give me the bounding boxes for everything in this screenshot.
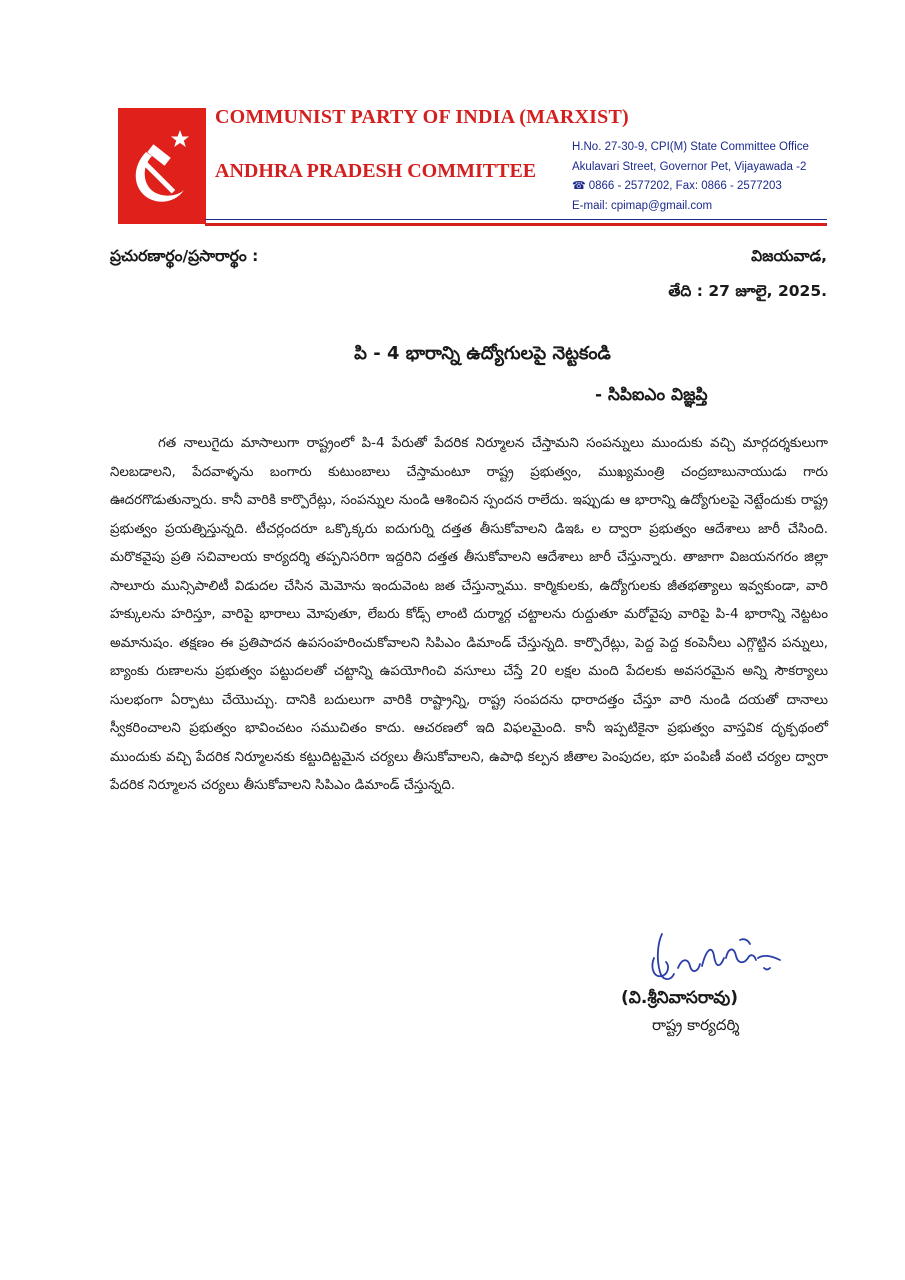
date: తేది : 27 జూలై, 2025. xyxy=(668,282,827,300)
handwritten-signature-icon xyxy=(640,928,800,990)
subheadline: - సిపిఐఎం విజ్ఞప్తి xyxy=(595,385,708,405)
header-rule-red xyxy=(205,223,827,226)
hammer-sickle-icon xyxy=(118,108,206,224)
email-line: E-mail: cpimap@gmail.com xyxy=(572,199,713,212)
signature xyxy=(640,928,800,990)
press-release-label: ప్రచురణార్థం/ప్రసారార్థం : xyxy=(110,247,259,265)
signer-title: రాష్ట్ర కార్యదర్శి xyxy=(652,1016,740,1034)
party-logo xyxy=(118,108,206,224)
body-paragraph: గత నాలుగైదు మాసాలుగా రాష్ట్రంలో పి-4 పేరుతో పేదరిక నిర్మూలన చేస్తామని సంపన్నులు ముందుకు వచ్చి మార్గదర్శకులుగా నిలబడాలని, పేదవాళ్ళను బంగారు కుటుంబాలు చేస్తామంటూ రాష్ట్ర ప్రభుత్వం, ముఖ్యమంత్రి చంద్రబాబునాయుడు గారు ఊదరగొడుతున్నారు. కానీ వారికి కార్పొరేట్లు, సంపన్నుల నుండి ఆశించిన స్పందన రాలేదు. ఇప్పుడు ఆ భారాన్ని ఉద్యోగులపై నెట్టేందుకు రాష్ట్ర ప్రభుత్వం ప్రయత్నిస్తున్నది. టీచర్లందరూ ఒక్కొక్కరు ఐదుగుర్ని దత్తత తీసుకోవాలని డిఇఓ ల ద్వారా ప్రభుత్వం ఆదేశాలు జారీ చేసింది. మరొకవైపు ప్రతి సచివాలయ కార్యదర్శి తప్పనిసరిగా ఇద్దరిని దత్తత తీసుకోవాలని ఆదేశాలు జారీ చేస్తున్నారు. తాజాగా విజయనగరం జిల్లా సాలూరు మున్సిపాలిటీ విడుదల చేసిన మెమోను ఇందువెంట జత చేస్తున్నాము. కార్మికులకు, ఉద్యోగులకు జీతభత్యాలు ఇవ్వకుండా, వారి హక్కులను హరిస్తూ, వారిపై భారాలు మోపుతూ, లేబరు కోడ్స్ లాంటి దుర్మార్గ చట్టాలను రుద్దుతూ మరోవైపు వారిపై పి-4 భారాన్ని నెట్టటం అమానుషం. తక్షణం ఈ ప్రతిపాదన ఉపసంహరించుకోవాలని సిపిఎం డిమాండ్ చేస్తున్నది. కార్పొరేట్లు, పెద్ద పెద్ద కంపెనీలు ఎగ్గొట్టిన పన్నులు, బ్యాంకు రుణాలను ప్రభుత్వం పట్టుదలతో చట్టాన్ని ఉపయోగించి వసూలు చేస్తే 20 లక్షల మంది పేదలకు అవసరమైన అన్ని సౌకర్యాలు సులభంగా ఏర్పాటు చేయొచ్చు. దానికి బదులుగా వారికి రాష్ట్రాన్ని, రాష్ట్ర సంపదను ధారాదత్తం చేస్తూ వారి నుండి దయతో దానాలు స్వీకరించాలని ప్రభుత్వం భావించటం సముచితం కాదు. ఆచరణలో ఇది విఫలమైంది. కానీ ఇప్పటికైనా ప్రభుత్వం వాస్తవిక దృక్పథంలో ముందుకు వచ్చి పేదరిక నిర్మూలనకు కట్టుదిట్టమైన చర్యలు తీసుకోవాలని, ఉపాధి కల్పన జీతాల పెంపుదల, భూ పంపిణీ వంటి చర్యల ద్వారా పేదరిక నిర్మూలన చర్యలు తీసుకోవాలని సిపిఎం డిమాండ్ చేస్తున్నది. xyxy=(110,436,828,793)
party-name: COMMUNIST PARTY OF INDIA (MARXIST) xyxy=(215,106,629,128)
phone-line xyxy=(572,177,809,197)
telephone-icon: ☎ xyxy=(572,180,586,192)
address-line-1: H.No. 27-30-9, CPI(M) State Committee Office xyxy=(572,141,809,153)
address-line-2: Akulavari Street, Governor Pet, Vijayawada -2 xyxy=(572,160,807,173)
signer-name: (వి.శ్రీనివాసరావు) xyxy=(621,988,738,1008)
place: విజయవాడ, xyxy=(751,247,827,265)
phone-fax-text: 0866 - 2577202, Fax: 0866 - 2577203 xyxy=(588,180,782,192)
committee-name: ANDHRA PRADESH COMMITTEE xyxy=(215,160,537,182)
header-rule-blue xyxy=(205,219,827,220)
contact-block xyxy=(572,138,809,216)
headline: పి - 4 భారాన్ని ఉద్యోగులపై నెట్టకండి xyxy=(354,343,611,364)
